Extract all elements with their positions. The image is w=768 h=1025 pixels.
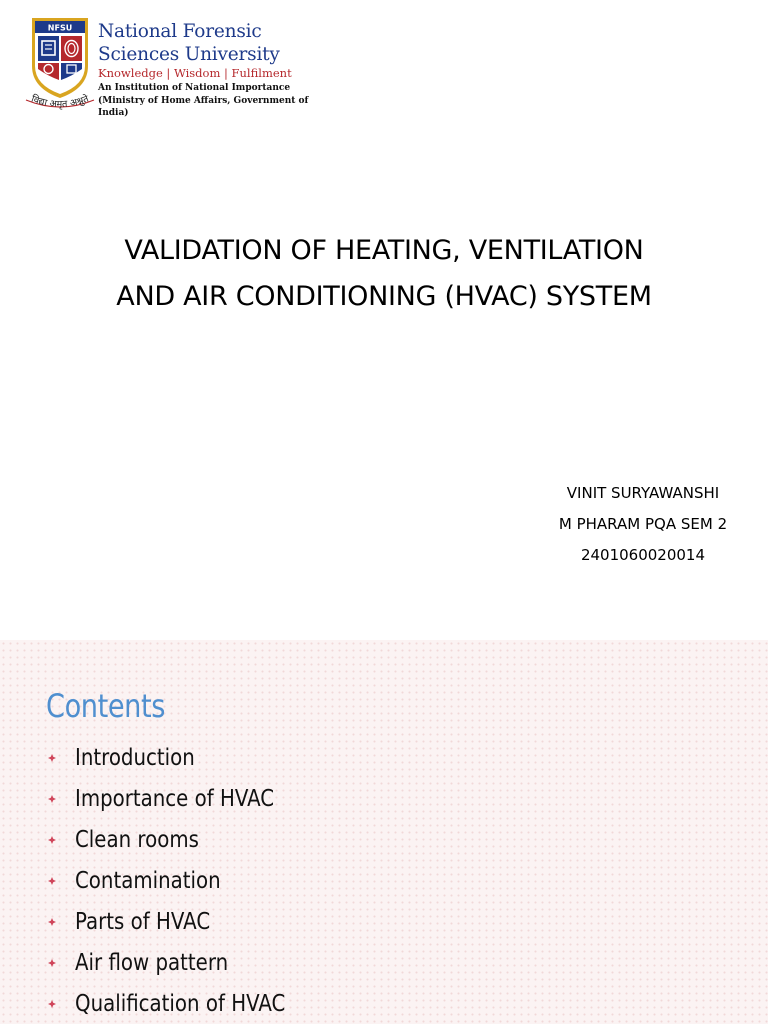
list-item	[48, 984, 748, 1025]
list-item-label: Air flow pattern	[75, 950, 229, 976]
contents-list	[48, 738, 748, 1025]
university-name-line1: National Forensic	[98, 21, 262, 42]
bullet-icon	[48, 795, 56, 803]
list-item-label: Clean rooms	[75, 827, 199, 853]
contents-heading: Contents	[46, 687, 165, 725]
institution-line: An Institution of National Importance	[98, 83, 291, 93]
bullet-icon	[48, 877, 56, 885]
list-item-label: Parts of HVAC	[75, 909, 211, 935]
author-id: 2401060020014	[580, 546, 706, 564]
title-line-1: VALIDATION OF HEATING, VENTILATION	[124, 235, 644, 266]
university-name	[98, 20, 328, 66]
svg-text:NFSU: NFSU	[47, 23, 73, 33]
contents-slide	[0, 640, 768, 1024]
list-item-label: Introduction	[75, 745, 195, 771]
bullet-icon	[48, 1000, 56, 1008]
seal-hindi-motto: विद्या अमृत अश्नुते	[29, 93, 91, 111]
ministry-line: (Ministry of Home Affairs, Government of India)	[98, 96, 309, 118]
bullet-icon	[48, 754, 56, 762]
university-name-line2: Sciences University	[98, 44, 280, 65]
list-item-label: Contamination	[75, 868, 221, 894]
list-item	[48, 779, 748, 820]
list-item	[48, 902, 748, 943]
university-logo	[22, 12, 322, 122]
list-item-label: Qualification of HVAC	[75, 991, 286, 1017]
university-motto: Knowledge | Wisdom | Fulfilment	[98, 66, 292, 80]
title-line-2: AND AIR CONDITIONING (HVAC) SYSTEM	[116, 281, 652, 312]
nfsu-seal-icon	[24, 14, 96, 114]
author-program: M PHARAM PQA SEM 2	[558, 515, 728, 533]
bullet-icon	[48, 836, 56, 844]
presentation-title	[40, 228, 728, 320]
author-info	[528, 478, 758, 571]
author-name: VINIT SURYAWANSHI	[566, 484, 720, 502]
list-item	[48, 820, 748, 861]
list-item	[48, 861, 748, 902]
list-item	[48, 738, 748, 779]
list-item	[48, 943, 748, 984]
bullet-icon	[48, 918, 56, 926]
list-item-label: Importance of HVAC	[75, 786, 275, 812]
bullet-icon	[48, 959, 56, 967]
